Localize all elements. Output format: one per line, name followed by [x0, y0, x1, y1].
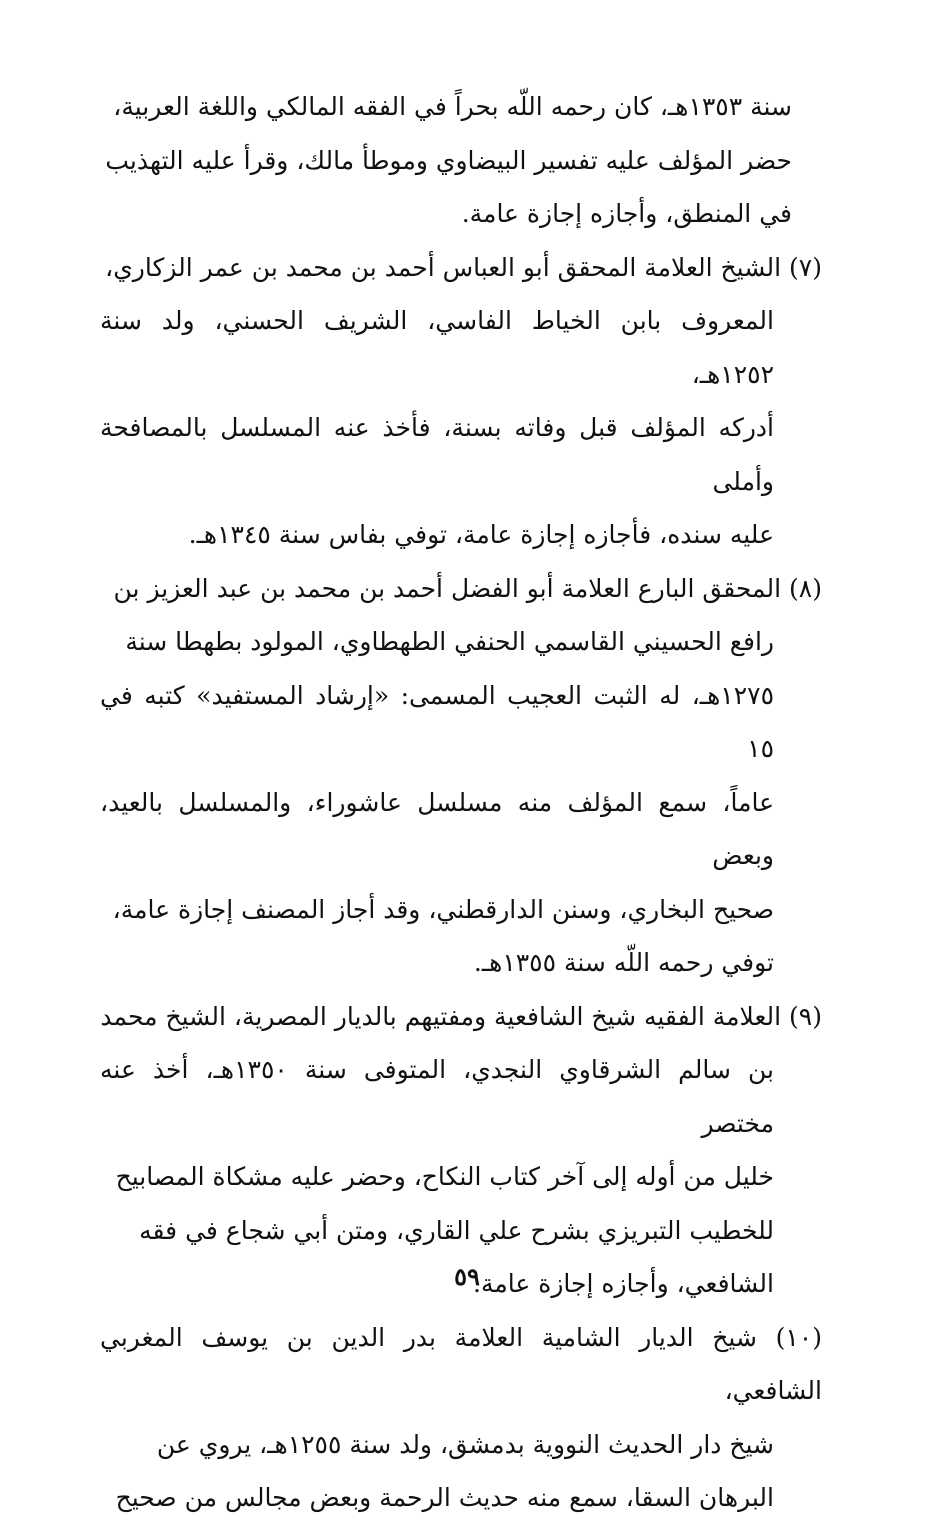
text-line: شيخ دار الحديث النووية بدمشق، ولد سنة ١٢٥٥هـ، يروي عن [156, 1429, 774, 1459]
text-line: سنة ١٣٥٣هـ، كان رحمه اللّه بحراً في الفقه المالكي واللغة العربية، [113, 92, 792, 121]
text-line: بن سالم الشرقاوي النجدي، المتوفى سنة ١٣٥٠هـ، أخذ عنه مختصر [100, 1055, 774, 1138]
entry-continuation [100, 615, 822, 990]
text-line: أدركه المؤلف قبل وفاته بسنة، فأخذ عنه المسلسل بالمصافحة وأملى [100, 413, 774, 496]
text-line: عاماً، سمع المؤلف منه مسلسل عاشوراء، والمسلسل بالعيد، وبعض [100, 787, 774, 870]
entry-text: المحقق البارع العلامة أبو الفضل أحمد بن محمد بن عبد العزيز بن [113, 573, 782, 603]
entry-number: (٧) [789, 252, 822, 282]
body-text [100, 80, 822, 1525]
text-line: عليه سنده، فأجازه إجازة عامة، توفي بفاس سنة ١٣٤٥هـ. [188, 520, 774, 549]
page-number: ٥٩ [454, 1262, 480, 1291]
text-line: صحيح البخاري، وسنن الدارقطني، وقد أجاز المصنف إجازة عامة، [112, 894, 774, 924]
text-line: ١٢٧٥هـ، له الثبت العجيب المسمى: «إرشاد المستفيد» كتبه في ١٥ [100, 680, 774, 763]
text-line: توفي رحمه اللّه سنة ١٣٥٥هـ. [473, 948, 774, 977]
biography-entry-8 [100, 562, 822, 990]
text-line: البرهان السقا، سمع منه حديث الرحمة وبعض مجالس من صحيح [115, 1483, 774, 1512]
text-line: رافع الحسيني القاسمي الحنفي الطهطاوي، المولود بطهطا سنة [125, 627, 774, 656]
entry-continuation [100, 294, 822, 562]
text-line: للخطيب التبريزي بشرح علي القاري، ومتن أبي شجاع في فقه [139, 1215, 774, 1245]
entry-text: العلامة الفقيه شيخ الشافعية ومفتيهم بالديار المصرية، الشيخ محمد [100, 1001, 782, 1031]
text-line: الشافعي، وأجازه إجازة عامة. [473, 1269, 774, 1298]
entry-number: (٩) [789, 1001, 822, 1031]
entry-text: الشيخ العلامة المحقق أبو العباس أحمد بن محمد بن عمر الزكاري، [105, 252, 782, 282]
text-line: في المنطق، وأجازه إجازة عامة. [461, 199, 792, 228]
entry-number: (٨) [789, 573, 822, 603]
entry-first-line [100, 241, 822, 295]
entry-continuation [100, 1418, 822, 1525]
entry-text: شيخ الديار الشامية العلامة بدر الدين بن يوسف المغربي الشافعي، [100, 1322, 822, 1405]
entry-first-line [100, 562, 822, 616]
biography-entry-10 [100, 1311, 822, 1525]
entry-number: (١٠) [775, 1322, 822, 1352]
text-line: حضر المؤلف عليه تفسير البيضاوي وموطأ مالك، وقرأ عليه التهذيب [105, 145, 792, 175]
biography-entry-7 [100, 241, 822, 562]
entry-first-line [100, 1311, 822, 1418]
entry-first-line [100, 990, 822, 1044]
continued-paragraph [100, 80, 822, 241]
text-line: خليل من أوله إلى آخر كتاب النكاح، وحضر عليه مشكاة المصابيح [115, 1162, 774, 1191]
text-line: المعروف بابن الخياط الفاسي، الشريف الحسني، ولد سنة ١٢٥٢هـ، [100, 306, 774, 389]
